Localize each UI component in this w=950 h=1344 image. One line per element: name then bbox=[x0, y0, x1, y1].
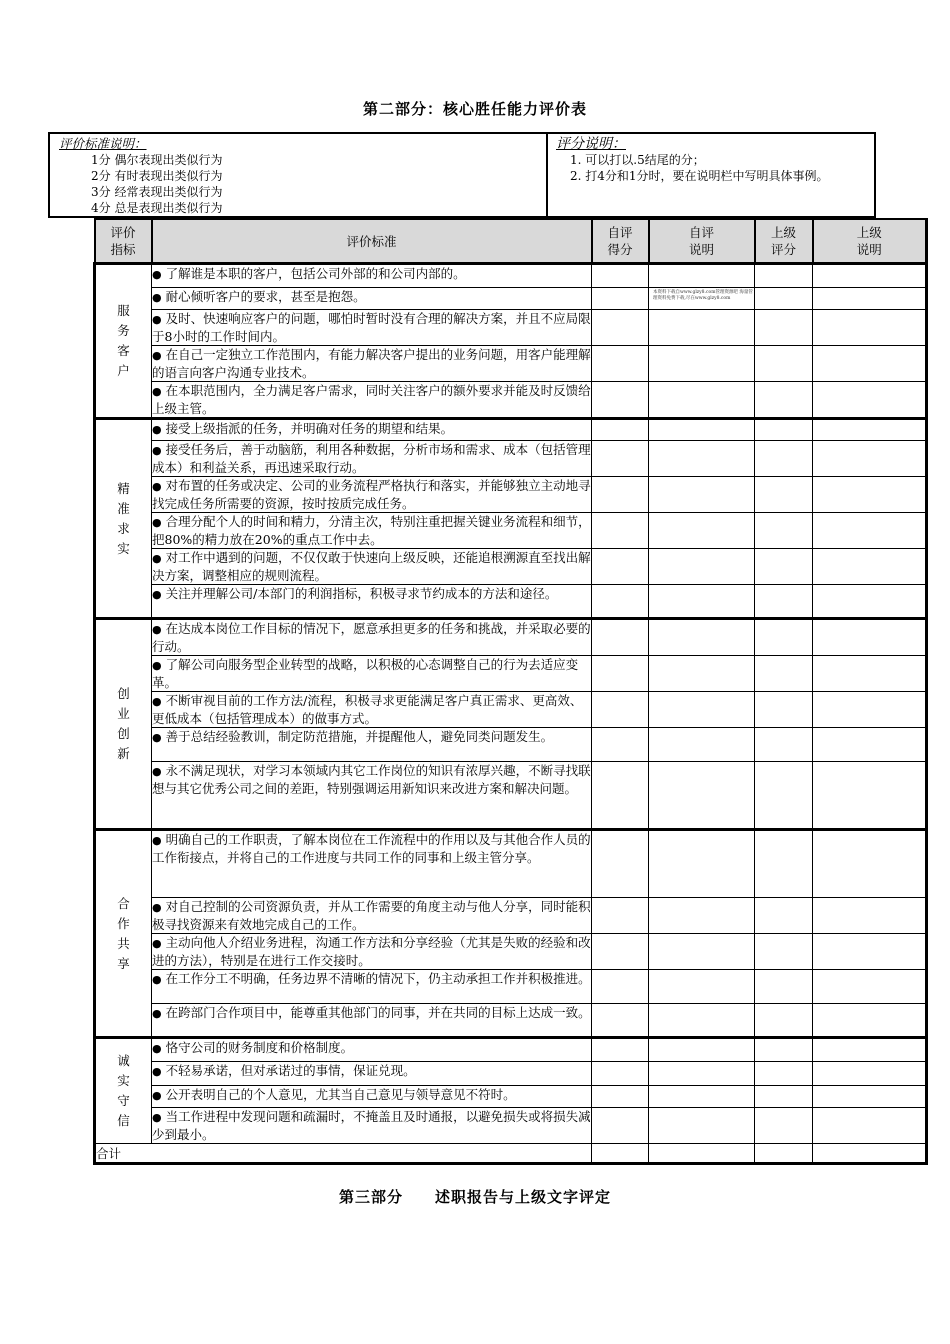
self-score-cell[interactable] bbox=[592, 1062, 649, 1086]
sup-note-cell[interactable] bbox=[813, 830, 927, 898]
bullet-icon: ● bbox=[152, 385, 162, 398]
sup-note-cell[interactable] bbox=[813, 970, 927, 1004]
bullet-icon: ● bbox=[152, 268, 162, 281]
bullet-icon: ● bbox=[152, 623, 162, 636]
bullet-icon: ● bbox=[152, 1007, 162, 1020]
criterion-row bbox=[95, 1086, 927, 1108]
criterion-row bbox=[95, 264, 927, 288]
criterion-label: 在自己一定独立工作范围内，有能力解决客户提出的业务问题，用客户能理解的语言向客户沟通专业技术。 bbox=[152, 347, 591, 380]
evaluation-table bbox=[93, 218, 928, 1165]
self-note-cell[interactable] bbox=[649, 1004, 755, 1038]
sup-score-cell[interactable] bbox=[755, 934, 813, 970]
criterion-row bbox=[95, 1038, 927, 1062]
criterion-text bbox=[152, 585, 592, 619]
self-note-cell[interactable] bbox=[649, 728, 755, 762]
sup-score-cell[interactable] bbox=[755, 346, 813, 382]
small-note: 本资料下载自www.glzy8.com管理资源吧 海量管理资料免费下载,尽在www.glzy8.com bbox=[653, 290, 753, 301]
self-note-cell[interactable] bbox=[649, 513, 755, 549]
criterion-row bbox=[95, 692, 927, 728]
self-note-cell[interactable] bbox=[649, 970, 755, 1004]
self-note-cell[interactable] bbox=[649, 288, 755, 310]
criterion-text bbox=[152, 1062, 592, 1086]
criterion-row bbox=[95, 1108, 927, 1144]
sup-score-cell[interactable] bbox=[755, 762, 813, 830]
sup-score-cell[interactable] bbox=[755, 728, 813, 762]
criterion-label: 了解公司向服务型企业转型的战略，以积极的心态调整自己的行为去适应变革。 bbox=[152, 657, 579, 690]
total-self-score[interactable] bbox=[592, 1144, 649, 1164]
criterion-label: 接受上级指派的任务，并明确对任务的期望和结果。 bbox=[165, 421, 454, 436]
header-row bbox=[95, 219, 927, 264]
sup-score-cell[interactable] bbox=[755, 692, 813, 728]
sup-score-cell[interactable] bbox=[755, 419, 813, 441]
sup-score-cell[interactable] bbox=[755, 288, 813, 310]
sup-note-cell[interactable] bbox=[813, 1108, 927, 1144]
sup-score-cell[interactable] bbox=[755, 549, 813, 585]
criterion-row bbox=[95, 310, 927, 346]
criterion-text bbox=[152, 310, 592, 346]
legend-item: 2分 有时表现出类似行为 bbox=[91, 169, 223, 183]
legend-item: 4分 总是表现出类似行为 bbox=[91, 201, 223, 215]
header-sup-note: 上级 说明 bbox=[813, 219, 927, 264]
self-score-cell[interactable] bbox=[592, 1108, 649, 1144]
sup-note-cell[interactable] bbox=[813, 1062, 927, 1086]
sup-note-cell[interactable] bbox=[813, 762, 927, 830]
bullet-icon: ● bbox=[152, 349, 162, 362]
sup-score-cell[interactable] bbox=[755, 264, 813, 288]
self-score-cell[interactable] bbox=[592, 382, 649, 419]
sup-note-cell[interactable] bbox=[813, 346, 927, 382]
sup-score-cell[interactable] bbox=[755, 619, 813, 656]
sup-note-cell[interactable] bbox=[813, 441, 927, 477]
sup-score-cell[interactable] bbox=[755, 1108, 813, 1144]
criterion-row bbox=[95, 898, 927, 934]
sup-note-cell[interactable] bbox=[813, 419, 927, 441]
sup-score-cell[interactable] bbox=[755, 898, 813, 934]
sup-score-cell[interactable] bbox=[755, 382, 813, 419]
criterion-row bbox=[95, 346, 927, 382]
sup-score-cell[interactable] bbox=[755, 310, 813, 346]
indicator-name: 服务客户 bbox=[117, 303, 130, 378]
criterion-row bbox=[95, 549, 927, 585]
header-self-score: 自评 得分 bbox=[592, 219, 649, 264]
criterion-label: 不轻易承诺，但对承诺过的事情，保证兑现。 bbox=[165, 1063, 416, 1078]
bullet-icon: ● bbox=[152, 423, 162, 436]
self-score-cell[interactable] bbox=[592, 762, 649, 830]
criterion-text bbox=[152, 1108, 592, 1144]
criterion-text bbox=[152, 382, 592, 419]
header-self-note: 自评 说明 bbox=[649, 219, 755, 264]
self-note-cell[interactable] bbox=[649, 585, 755, 619]
criterion-label: 对工作中遇到的问题，不仅仅敢于快速向上级反映，还能追根溯源直至找出解决方案，调整相应的规则流程。 bbox=[152, 550, 591, 583]
criterion-label: 关注并理解公司/本部门的利润指标，积极寻求节约成本的方法和途径。 bbox=[165, 586, 558, 601]
self-note-cell[interactable] bbox=[649, 419, 755, 441]
self-note-cell[interactable] bbox=[649, 1086, 755, 1108]
self-score-cell[interactable] bbox=[592, 1086, 649, 1108]
criterion-label: 及时、快速响应客户的问题，哪怕时暂时没有合理的解决方案，并且不应局限于8小时的工作时间内。 bbox=[152, 311, 591, 344]
sup-score-cell[interactable] bbox=[755, 656, 813, 692]
total-label: 合计 bbox=[95, 1144, 592, 1164]
sup-note-cell[interactable] bbox=[813, 934, 927, 970]
criterion-text bbox=[152, 1038, 592, 1062]
criterion-text bbox=[152, 288, 592, 310]
legend-criteria bbox=[50, 134, 548, 216]
self-note-cell[interactable] bbox=[649, 1108, 755, 1144]
bullet-icon: ● bbox=[152, 1111, 162, 1124]
bullet-icon: ● bbox=[152, 313, 162, 326]
criterion-row bbox=[95, 934, 927, 970]
sup-note-cell[interactable] bbox=[813, 310, 927, 346]
criterion-label: 主动向他人介绍业务进程，沟通工作方法和分享经验（尤其是失败的经验和改进的方法），特别是在进行工作交接时。 bbox=[152, 935, 591, 968]
bullet-icon: ● bbox=[152, 480, 162, 493]
bullet-icon: ● bbox=[152, 731, 162, 744]
header-indicator: 评价 指标 bbox=[95, 219, 152, 264]
self-note-cell[interactable] bbox=[649, 692, 755, 728]
sup-score-cell[interactable] bbox=[755, 830, 813, 898]
self-score-cell[interactable] bbox=[592, 898, 649, 934]
criterion-label: 恪守公司的财务制度和价格制度。 bbox=[165, 1040, 354, 1055]
sup-note-cell[interactable] bbox=[813, 1086, 927, 1108]
self-score-cell[interactable] bbox=[592, 585, 649, 619]
legend-scoring-item: 2. 打4分和1分时，要在说明栏中写明具体事例。 bbox=[570, 169, 829, 183]
sup-score-cell[interactable] bbox=[755, 477, 813, 513]
sup-note-cell[interactable] bbox=[813, 382, 927, 419]
header-standard: 评价标准 bbox=[152, 219, 592, 264]
criterion-row bbox=[95, 513, 927, 549]
criterion-text bbox=[152, 656, 592, 692]
bullet-icon: ● bbox=[152, 1065, 162, 1078]
criterion-label: 公开表明自己的个人意见，尤其当自己意见与领导意见不符时。 bbox=[165, 1087, 516, 1102]
criterion-text bbox=[152, 728, 592, 762]
part3-title: 第三部分 述职报告与上级文字评定 bbox=[338, 1188, 611, 1206]
bullet-icon: ● bbox=[152, 901, 162, 914]
self-note-cell[interactable] bbox=[649, 310, 755, 346]
criterion-label: 在工作分工不明确，任务边界不清晰的情况下，仍主动承担工作并积极推进。 bbox=[165, 971, 591, 986]
self-note-cell[interactable] bbox=[649, 382, 755, 419]
sup-note-cell[interactable] bbox=[813, 288, 927, 310]
sup-note-cell[interactable] bbox=[813, 1038, 927, 1062]
criterion-label: 合理分配个人的时间和精力，分清主次，特别注重把握关键业务流程和细节，把80%的精力放在20%的重点工作中去。 bbox=[152, 514, 591, 547]
criterion-text bbox=[152, 477, 592, 513]
sup-score-cell[interactable] bbox=[755, 441, 813, 477]
bullet-icon: ● bbox=[152, 937, 162, 950]
self-note-cell[interactable] bbox=[649, 1062, 755, 1086]
criterion-label: 不断审视目前的工作方法/流程，积极寻求更能满足客户真正需求、更高效、更低成本（包括管理成本）的做事方式。 bbox=[152, 693, 583, 726]
sup-note-cell[interactable] bbox=[813, 549, 927, 585]
criterion-row bbox=[95, 728, 927, 762]
sup-note-cell[interactable] bbox=[813, 477, 927, 513]
self-score-cell[interactable] bbox=[592, 728, 649, 762]
self-score-cell[interactable] bbox=[592, 346, 649, 382]
criterion-label: 接受任务后，善于动脑筋，利用各种数据，分析市场和需求、成本（包括管理成本）和利益关系，再迅速采取行动。 bbox=[152, 442, 591, 475]
criterion-text bbox=[152, 419, 592, 441]
self-note-cell[interactable] bbox=[649, 619, 755, 656]
bullet-icon: ● bbox=[152, 834, 162, 847]
criterion-label: 在跨部门合作项目中，能尊重其他部门的同事，并在共同的目标上达成一致。 bbox=[165, 1005, 591, 1020]
criterion-row bbox=[95, 619, 927, 656]
bullet-icon: ● bbox=[152, 1042, 162, 1055]
legend-criteria-title: 评价标准说明： bbox=[59, 136, 147, 151]
criterion-row bbox=[95, 441, 927, 477]
criterion-label: 当工作进程中发现问题和疏漏时，不掩盖且及时通报，以避免损失或将损失减少到最小。 bbox=[152, 1109, 591, 1142]
indicator-cell bbox=[95, 1038, 152, 1144]
total-sup-score[interactable] bbox=[755, 1144, 813, 1164]
self-score-cell[interactable] bbox=[592, 1004, 649, 1038]
criterion-text bbox=[152, 619, 592, 656]
self-score-cell[interactable] bbox=[592, 1038, 649, 1062]
criterion-row bbox=[95, 585, 927, 619]
criterion-text bbox=[152, 898, 592, 934]
bullet-icon: ● bbox=[152, 588, 162, 601]
sup-score-cell[interactable] bbox=[755, 1062, 813, 1086]
sup-score-cell[interactable] bbox=[755, 585, 813, 619]
self-note-cell[interactable] bbox=[649, 477, 755, 513]
sup-note-cell[interactable] bbox=[813, 898, 927, 934]
bullet-icon: ● bbox=[152, 516, 162, 529]
criterion-text bbox=[152, 970, 592, 1004]
criterion-label: 了解谁是本职的客户，包括公司外部的和公司内部的。 bbox=[165, 266, 466, 281]
sup-note-cell[interactable] bbox=[813, 264, 927, 288]
criterion-label: 耐心倾听客户的要求，甚至是抱怨。 bbox=[165, 289, 366, 304]
self-score-cell[interactable] bbox=[592, 549, 649, 585]
self-score-cell[interactable] bbox=[592, 934, 649, 970]
self-note-cell[interactable] bbox=[649, 898, 755, 934]
criterion-label: 对布置的任务或决定、公司的业务流程严格执行和落实，并能够独立主动地寻找完成任务所需要的资源，按时按质完成任务。 bbox=[152, 478, 591, 511]
criterion-label: 永不满足现状，对学习本领域内其它工作岗位的知识有浓厚兴趣，不断寻找联想与其它优秀公司之间的差距，特别强调运用新知识来改进方案和解决问题。 bbox=[152, 763, 591, 796]
indicator-name: 精准求实 bbox=[117, 480, 130, 556]
self-score-cell[interactable] bbox=[592, 656, 649, 692]
self-note-cell[interactable] bbox=[649, 346, 755, 382]
legend-scoring bbox=[548, 134, 874, 216]
self-score-cell[interactable] bbox=[592, 310, 649, 346]
sup-note-cell[interactable] bbox=[813, 513, 927, 549]
sup-note-cell[interactable] bbox=[813, 728, 927, 762]
self-note-cell[interactable] bbox=[649, 762, 755, 830]
criterion-text bbox=[152, 692, 592, 728]
indicator-cell bbox=[95, 419, 152, 619]
sup-score-cell[interactable] bbox=[755, 1086, 813, 1108]
bullet-icon: ● bbox=[152, 291, 162, 304]
criterion-text bbox=[152, 934, 592, 970]
indicator-name: 创业创新 bbox=[117, 686, 130, 761]
bullet-icon: ● bbox=[152, 552, 162, 565]
criterion-text bbox=[152, 1004, 592, 1038]
self-score-cell[interactable] bbox=[592, 970, 649, 1004]
criterion-text bbox=[152, 762, 592, 830]
criterion-row bbox=[95, 477, 927, 513]
indicator-cell bbox=[95, 830, 152, 1038]
criterion-row bbox=[95, 762, 927, 830]
criterion-row bbox=[95, 382, 927, 419]
self-score-cell[interactable] bbox=[592, 477, 649, 513]
criterion-text bbox=[152, 549, 592, 585]
self-score-cell[interactable] bbox=[592, 264, 649, 288]
criterion-text bbox=[152, 346, 592, 382]
self-note-cell[interactable] bbox=[649, 1038, 755, 1062]
sup-score-cell[interactable] bbox=[755, 970, 813, 1004]
criterion-row bbox=[95, 830, 927, 898]
bullet-icon: ● bbox=[152, 695, 162, 708]
self-score-cell[interactable] bbox=[592, 441, 649, 477]
indicator-cell bbox=[95, 619, 152, 830]
sup-note-cell[interactable] bbox=[813, 656, 927, 692]
self-note-cell[interactable] bbox=[649, 441, 755, 477]
sup-note-cell[interactable] bbox=[813, 585, 927, 619]
legend-item: 3分 经常表现出类似行为 bbox=[91, 185, 223, 199]
total-sup-note[interactable] bbox=[813, 1144, 927, 1164]
self-note-cell[interactable] bbox=[649, 656, 755, 692]
criterion-row bbox=[95, 970, 927, 1004]
self-score-cell[interactable] bbox=[592, 619, 649, 656]
criterion-row bbox=[95, 419, 927, 441]
self-note-cell[interactable] bbox=[649, 264, 755, 288]
self-note-cell[interactable] bbox=[649, 934, 755, 970]
criterion-row bbox=[95, 656, 927, 692]
legend-scoring-title: 评分说明： bbox=[556, 136, 626, 152]
legend-box bbox=[48, 132, 876, 218]
criterion-text bbox=[152, 830, 592, 898]
criterion-label: 在本职范围内，全力满足客户需求，同时关注客户的额外要求并能及时反馈给上级主管。 bbox=[152, 383, 591, 416]
criterion-label: 在达成本岗位工作目标的情况下，愿意承担更多的任务和挑战，并采取必要的行动。 bbox=[152, 621, 591, 654]
part2-title: 第二部分：核心胜任能力评价表 bbox=[362, 100, 587, 118]
legend-scoring-item: 1. 可以打以.5结尾的分； bbox=[570, 153, 705, 167]
bullet-icon: ● bbox=[152, 973, 162, 986]
sup-score-cell[interactable] bbox=[755, 1004, 813, 1038]
self-note-cell[interactable] bbox=[649, 830, 755, 898]
criterion-label: 明确自己的工作职责，了解本岗位在工作流程中的作用以及与其他合作人员的工作衔接点，并将自己的工作进度与共同工作的同事和上级主管分享。 bbox=[152, 832, 591, 865]
indicator-name: 诚实守信 bbox=[117, 1053, 130, 1128]
self-score-cell[interactable] bbox=[592, 513, 649, 549]
header-sup-score: 上级 评分 bbox=[755, 219, 813, 264]
sup-note-cell[interactable] bbox=[813, 1004, 927, 1038]
self-score-cell[interactable] bbox=[592, 419, 649, 441]
criterion-text bbox=[152, 264, 592, 288]
legend-item: 1分 偶尔表现出类似行为 bbox=[91, 153, 223, 167]
criterion-row bbox=[95, 1004, 927, 1038]
criterion-row bbox=[95, 1062, 927, 1086]
criterion-row bbox=[95, 288, 927, 310]
indicator-name: 合作共享 bbox=[117, 895, 130, 971]
bullet-icon: ● bbox=[152, 1089, 162, 1102]
criterion-label: 对自己控制的公司资源负责，并从工作需要的角度主动与他人分享，同时能积极寻找资源来有效地完成自己的工作。 bbox=[152, 899, 591, 932]
sup-note-cell[interactable] bbox=[813, 619, 927, 656]
sup-note-cell[interactable] bbox=[813, 692, 927, 728]
criterion-label: 善于总结经验教训，制定防范措施，并提醒他人，避免同类问题发生。 bbox=[165, 729, 554, 744]
self-note-cell[interactable] bbox=[649, 549, 755, 585]
bullet-icon: ● bbox=[152, 765, 162, 778]
criterion-text bbox=[152, 513, 592, 549]
bullet-icon: ● bbox=[152, 659, 162, 672]
total-row bbox=[95, 1144, 927, 1164]
sup-score-cell[interactable] bbox=[755, 1038, 813, 1062]
total-self-note[interactable] bbox=[649, 1144, 755, 1164]
criterion-text bbox=[152, 441, 592, 477]
bullet-icon: ● bbox=[152, 444, 162, 457]
indicator-cell bbox=[95, 264, 152, 419]
self-score-cell[interactable] bbox=[592, 692, 649, 728]
self-score-cell[interactable] bbox=[592, 830, 649, 898]
sup-score-cell[interactable] bbox=[755, 513, 813, 549]
criterion-text bbox=[152, 1086, 592, 1108]
self-score-cell[interactable] bbox=[592, 288, 649, 310]
